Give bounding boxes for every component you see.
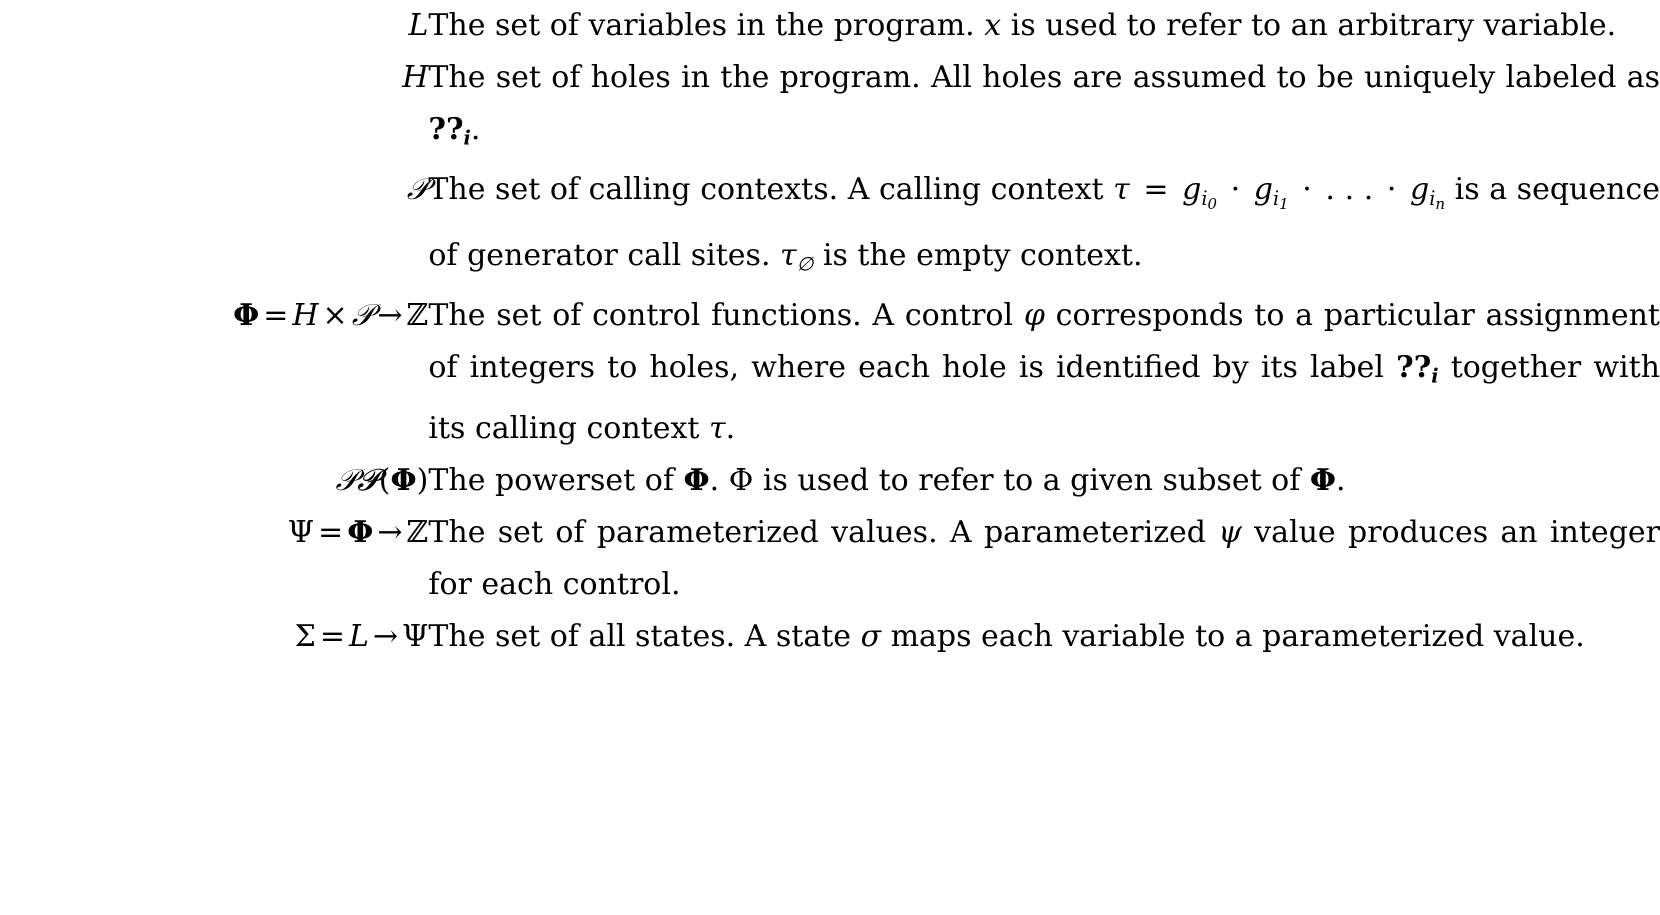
table-row <box>0 0 1660 52</box>
description-cell: The set of calling contexts. A calling context $\tau = g_{i_0} \cdot g_{i_1}$ · . . . · $g_{i_n}$ is a sequence of generator call sites. $\tau_\emptyset$ is the empty context. <box>428 172 1660 276</box>
table-row <box>0 290 1660 454</box>
symbol-cell: 𝒫𝓟(Φ) <box>335 462 429 498</box>
symbol-cell: Φ = H × 𝒫 → ℤ <box>233 298 429 334</box>
description-cell: The set of holes in the program. All holes are assumed to be uniquely labeled as $??_i$. <box>428 60 1660 150</box>
table-row <box>0 455 1660 507</box>
description-cell: The set of parameterized values. A parameterized ψ value produces an integer for each control. <box>428 514 1660 602</box>
description-cell: The set of all states. A state σ maps each variable to a parameterized value. <box>428 618 1585 654</box>
table-row <box>0 611 1660 663</box>
description-cell: The set of variables in the program. x is used to refer to an arbitrary variable. <box>428 8 1617 43</box>
symbol-cell: 𝒫 <box>406 172 429 208</box>
table-row <box>0 164 1660 290</box>
table-row <box>0 507 1660 611</box>
symbol-cell: Σ = L → Ψ <box>294 618 429 654</box>
symbol-cell: L <box>408 8 429 43</box>
description-cell: The set of control functions. A control φ corresponds to a particular assignment of integers to holes, where each hole is identified by its label $??_i$ together with its calling context τ. <box>428 298 1660 446</box>
symbol-cell: H <box>402 60 429 95</box>
symbol-cell: Ψ = Φ → ℤ <box>287 514 429 550</box>
table-row <box>0 52 1660 164</box>
description-cell: The powerset of Φ. Φ is used to refer to a given subset of Φ. <box>428 462 1346 498</box>
